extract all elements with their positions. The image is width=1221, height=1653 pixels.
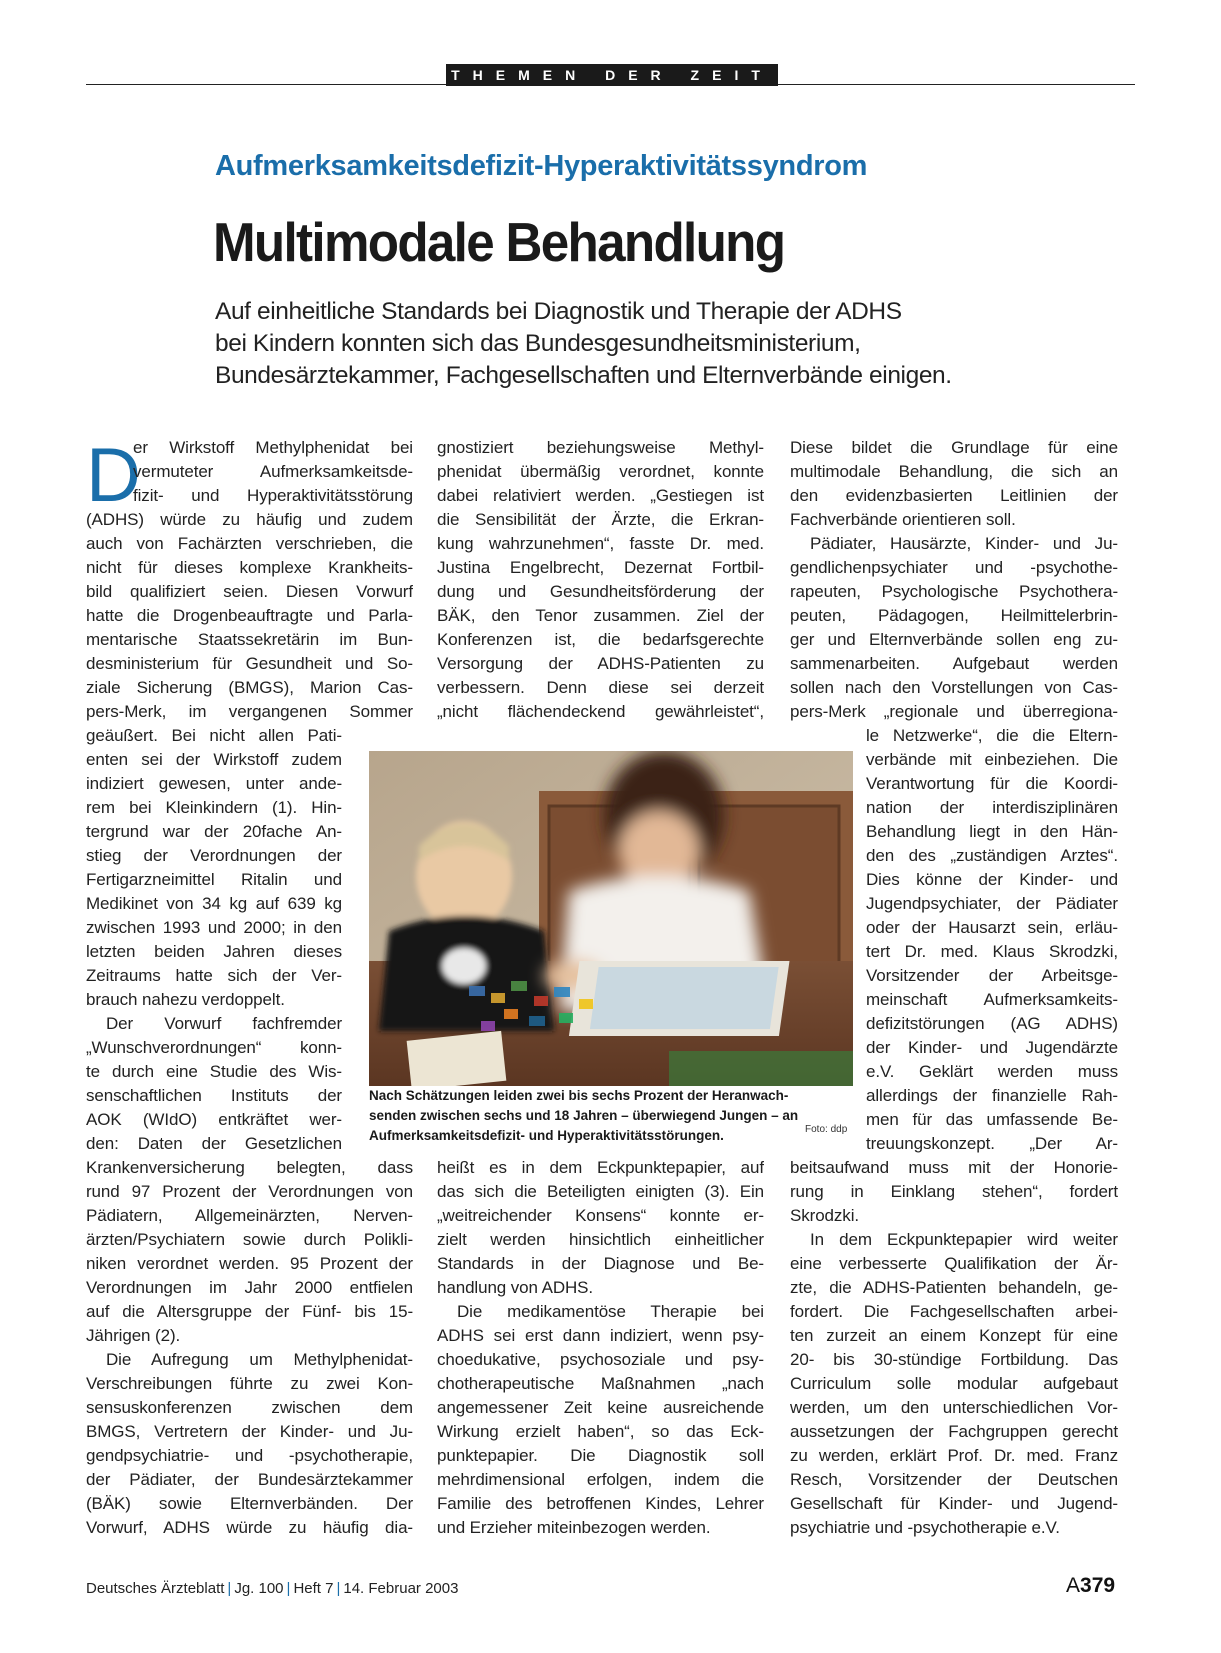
body-text-line: niken verordnet werden. 95 Prozent der: [86, 1254, 413, 1273]
footer-citation: [86, 1580, 458, 1597]
body-text-line: er Wirkstoff Methylphenidat bei: [133, 438, 413, 457]
body-text-line: gendlichenpsychiater und -psychothe-: [790, 558, 1118, 577]
body-text-line: defizitstörungen (AG ADHS): [866, 1014, 1118, 1033]
body-text-line: Verantwortung für die Koordi-: [866, 774, 1118, 793]
body-text-line: handlung von ADHS.: [437, 1278, 594, 1297]
column-2-top: [437, 436, 764, 724]
body-text-line: Konferenzen ist, die bedarfsgerechte: [437, 630, 764, 649]
body-text-line: angemessener Zeit keine ausreichende: [437, 1398, 764, 1417]
body-text-line: Standards in der Diagnose und Be-: [437, 1254, 764, 1273]
body-text-line: sammenarbeiten. Aufgebaut werden: [790, 654, 1118, 673]
lead-line: Bundesärztekammer, Fachgesellschaften und Elternverbände einigen.: [215, 362, 952, 389]
body-text-line: mehrdimensional erfolgen, indem die: [437, 1470, 764, 1489]
body-text-line: Verordnungen im Jahr 2000 entfielen: [86, 1278, 413, 1297]
body-text-line: punktepapier. Die Diagnostik soll: [437, 1446, 764, 1465]
body-text-line: Resch, Vorsitzender der Deutschen: [790, 1470, 1118, 1489]
body-text-line: stieg der Verordnungen der: [86, 846, 342, 865]
body-text-line: In dem Eckpunktepapier wird weiter: [810, 1230, 1118, 1249]
body-text-line: Der Vorwurf fachfremder: [106, 1014, 342, 1033]
body-text-line: ziale Sicherung (BMGS), Marion Cas-: [86, 678, 413, 697]
body-text-line: Familie des betroffenen Kindes, Lehrer: [437, 1494, 764, 1513]
column-3-narrow: [866, 724, 1118, 1156]
photo-caption: [369, 1086, 853, 1146]
body-text-line: multimodale Behandlung, die sich an: [790, 462, 1118, 481]
body-text-line: Fertigarzneimittel Ritalin und: [86, 870, 342, 889]
body-text-line: chotherapeutische Maßnahmen „nach: [437, 1374, 764, 1393]
body-text-line: BMGS, Vertretern der Kinder- und Ju-: [86, 1422, 413, 1441]
body-text-line: den evidenzbasierten Leitlinien der: [790, 486, 1118, 505]
body-text-line: Wirkung erzielt haben“, so das Eck-: [437, 1422, 764, 1441]
body-text-line: rapeuten, Psychologische Psychothera-: [790, 582, 1118, 601]
body-text-line: „nicht flächendeckend gewährleistet“,: [437, 702, 764, 721]
body-text-line: sensuskonferenzen zwischen dem: [86, 1398, 413, 1417]
children-puzzle-photo: [369, 751, 853, 1086]
body-text-line: auf die Altersgruppe der Fünf- bis 15-: [86, 1302, 413, 1321]
body-text-line: die Sensibilität der Ärzte, die Erkran-: [437, 510, 764, 529]
body-text-line: dabei relativiert werden. „Gestiegen ist: [437, 486, 764, 505]
column-3-bottom: [790, 1156, 1118, 1540]
body-text-line: vermuteter Aufmerksamkeitsde-: [133, 462, 413, 481]
column-1-top: [86, 433, 413, 724]
body-text-line: Behandlung liegt in den Hän-: [866, 822, 1118, 841]
body-text-line: rund 97 Prozent der Verordnungen von: [86, 1182, 413, 1201]
body-text-line: choedukative, psychosoziale und psy-: [437, 1350, 764, 1369]
body-text-line: psychiatrie und -psychotherapie e.V.: [790, 1518, 1060, 1537]
body-text-line: BÄK, den Tenor zusammen. Ziel der: [437, 606, 764, 625]
body-text-line: rung in Einklang stehen“, fordert: [790, 1182, 1118, 1201]
body-text-line: zte, die ADHS-Patienten behandeln, ge-: [790, 1278, 1118, 1297]
body-text-line: gendpsychiatrie- und -psychotherapie,: [86, 1446, 413, 1465]
body-text-line: rem bei Kleinkindern (1). Hin-: [86, 798, 342, 817]
body-text-line: (BÄK) sowie Elternverbänden. Der: [86, 1494, 413, 1513]
body-text-line: Jährigen (2).: [86, 1326, 181, 1345]
body-text-line: pers-Merk „regionale und überregiona-: [790, 702, 1118, 721]
body-text-line: meinschaft Aufmerksamkeits-: [866, 990, 1118, 1009]
body-text-line: Medikinet von 34 kg auf 639 kg: [86, 894, 342, 913]
body-text-line: Jugendpsychiater, der Pädiater: [866, 894, 1118, 913]
body-text-line: Dies könne der Kinder- und: [866, 870, 1118, 889]
body-text-line: zielt werden hinsichtlich einheitlicher: [437, 1230, 764, 1249]
body-text-line: Pädiater, Hausärzte, Kinder- und Ju-: [810, 534, 1118, 553]
body-text-line: beitsaufwand muss mit der Honorie-: [790, 1158, 1118, 1177]
body-text-line: brauch nahezu verdoppelt.: [86, 990, 285, 1009]
column-1-bottom: [86, 1156, 413, 1540]
body-text-line: hatte die Drogenbeauftragte und Parla-: [86, 606, 413, 625]
body-text-line: heißt es in dem Eckpunktepapier, auf: [437, 1158, 764, 1177]
body-text-line: Fachverbände orientieren soll.: [790, 510, 1016, 529]
body-text-line: AOK (WIdO) entkräftet wer-: [86, 1110, 342, 1129]
body-text-line: Die Aufregung um Methylphenidat-: [106, 1350, 413, 1369]
column-3-top: [790, 436, 1118, 724]
body-text-line: verbände mit einbeziehen. Die: [866, 750, 1118, 769]
body-text-line: Krankenversicherung belegten, dass: [86, 1158, 413, 1177]
body-text-line: ärzten/Psychiatern sowie durch Polikli-: [86, 1230, 413, 1249]
body-text-line: der Kinder- und Jugendärzte: [866, 1038, 1118, 1057]
body-text-line: verbessern. Denn diese sei derzeit: [437, 678, 764, 697]
body-text-line: le Netzwerke“, die die Eltern-: [866, 726, 1118, 745]
body-text-line: und Erzieher miteinbezogen werden.: [437, 1518, 711, 1537]
body-text-line: gnostiziert beziehungsweise Methyl-: [437, 438, 764, 457]
body-text-line: Justina Engelbrecht, Dezernat Fortbil-: [437, 558, 764, 577]
body-text-line: tert Dr. med. Klaus Skrodzki,: [866, 942, 1118, 961]
body-text-line: (ADHS) würde zu häufig und zudem: [86, 510, 413, 529]
body-text-line: bild qualifiziert seien. Diesen Vorwurf: [86, 582, 413, 601]
body-text-line: treuungskonzept. „Der Ar-: [866, 1134, 1118, 1153]
lead-line: bei Kindern konnten sich das Bundesgesundheitsministerium,: [215, 330, 861, 357]
article-photo: [369, 751, 853, 1086]
body-text-line: nicht für dieses komplexe Krankheits-: [86, 558, 413, 577]
body-text-line: sollen nach den Vorstellungen von Cas-: [790, 678, 1118, 697]
body-text-line: ADHS sei erst dann indiziert, wenn psy-: [437, 1326, 764, 1345]
caption-line: senden zwischen sechs und 18 Jahren – überwiegend Jungen – an: [369, 1108, 799, 1123]
body-text-line: desministerium für Gesundheit und So-: [86, 654, 413, 673]
body-text-line: fordert. Die Fachgesellschaften arbei-: [790, 1302, 1118, 1321]
body-text-line: dung und Gesundheitsförderung der: [437, 582, 764, 601]
body-text-line: zu werden, erklärt Prof. Dr. med. Franz: [790, 1446, 1118, 1465]
body-text-line: nation der interdisziplinären: [866, 798, 1118, 817]
separator: |: [286, 1580, 291, 1597]
body-text-line: Verschreibungen führte zu zwei Kon-: [86, 1374, 413, 1393]
body-text-line: peuten, Pädagogen, Heilmittelerbrin-: [790, 606, 1118, 625]
body-text-line: Zeitraums hatte sich der Ver-: [86, 966, 342, 985]
drop-cap: D: [86, 433, 141, 518]
body-text-line: oder der Hausarzt sein, erläu-: [866, 918, 1118, 937]
body-text-line: letzten beiden Jahren dieses: [86, 942, 342, 961]
body-text-line: ger und Elternverbände sollen eng zu-: [790, 630, 1118, 649]
body-text-line: Diese bildet die Grundlage für eine: [790, 438, 1118, 457]
body-text-line: Versorgung der ADHS-Patienten zu: [437, 654, 764, 673]
journal-issue: Heft 7: [293, 1580, 334, 1597]
body-text-line: allerdings der finanzielle Rah-: [866, 1086, 1118, 1105]
body-text-line: eine verbesserte Qualifikation der Är-: [790, 1254, 1118, 1273]
journal-date: 14. Februar 2003: [343, 1580, 459, 1597]
journal-volume: Jg. 100: [234, 1580, 284, 1597]
body-text-line: e.V. Geklärt werden muss: [866, 1062, 1118, 1081]
journal-name: Deutsches Ärzteblatt: [86, 1580, 225, 1597]
page-number: [1066, 1574, 1115, 1598]
body-text-line: werden, um den unterschiedlichen Vor-: [790, 1398, 1118, 1417]
separator: |: [227, 1580, 232, 1597]
body-text-line: „weitreichender Konsens“ konnte er-: [437, 1206, 764, 1225]
body-text-line: tergrund war der 20fache An-: [86, 822, 342, 841]
body-text-line: der Pädiater, der Bundesärztekammer: [86, 1470, 413, 1489]
body-text-line: te durch eine Studie des Wis-: [86, 1062, 342, 1081]
body-text-line: ten zurzeit an einem Konzept für eine: [790, 1326, 1118, 1345]
body-text-line: Skrodzki.: [790, 1206, 860, 1225]
caption-line: Nach Schätzungen leiden zwei bis sechs Prozent der Heranwach-: [369, 1088, 789, 1103]
body-text-line: men für das umfassende Be-: [866, 1110, 1118, 1129]
body-text-line: auch von Fachärzten verschrieben, die: [86, 534, 413, 553]
body-text-line: enten sei der Wirkstoff zudem: [86, 750, 342, 769]
body-text-line: Pädiatern, Allgemeinärzten, Nerven-: [86, 1206, 413, 1225]
article-lead: [215, 296, 1115, 392]
body-text-line: kung wahrzunehmen“, fasste Dr. med.: [437, 534, 764, 553]
body-text-line: indiziert gewesen, unter ande-: [86, 774, 342, 793]
body-text-line: geäußert. Bei nicht allen Pati-: [86, 726, 342, 745]
body-text-line: den: Daten der Gesetzlichen: [86, 1134, 342, 1153]
page-prefix: A: [1066, 1574, 1081, 1597]
body-text-line: Curriculum solle modular aufgebaut: [790, 1374, 1118, 1393]
section-rubric: THEMEN DER ZEIT: [446, 64, 778, 86]
body-text-line: senschaftlichen Instituts der: [86, 1086, 342, 1105]
article-headline: Multimodale Behandlung: [213, 211, 785, 273]
body-text-line: pers-Merk, im vergangenen Sommer: [86, 702, 413, 721]
body-text-line: Gesellschaft für Kinder- und Jugend-: [790, 1494, 1118, 1513]
body-text-line: mentarische Staatssekretärin im Bun-: [86, 630, 413, 649]
body-text-line: fizit- und Hyperaktivitätsstörung: [133, 486, 413, 505]
body-text-line: Die medikamentöse Therapie bei: [457, 1302, 764, 1321]
photo-credit: Foto: ddp: [805, 1124, 848, 1135]
body-text-line: den des „zuständigen Arztes“.: [866, 846, 1118, 865]
body-text-line: 20- bis 30-stündige Fortbildung. Das: [790, 1350, 1118, 1369]
body-text-line: aussetzungen der Fachgruppen gerecht: [790, 1422, 1118, 1441]
column-2-bottom: [437, 1156, 764, 1540]
column-1-narrow: [86, 724, 342, 1156]
body-text-line: das sich die Beteiligten einigten (3). Ein: [437, 1182, 764, 1201]
body-text-line: zwischen 1993 und 2000; in den: [86, 918, 342, 937]
caption-line: Aufmerksamkeitsdefizit- und Hyperaktivitätsstörungen.: [369, 1128, 724, 1143]
separator: |: [336, 1580, 341, 1597]
article-kicker: Aufmerksamkeitsdefizit-Hyperaktivitätssyndrom: [215, 150, 868, 182]
body-text-line: phenidat übermäßig verordnet, konnte: [437, 462, 764, 481]
body-text-line: Vorwurf, ADHS würde zu häufig dia-: [86, 1518, 413, 1537]
lead-line: Auf einheitliche Standards bei Diagnostik und Therapie der ADHS: [215, 298, 902, 325]
body-text-line: Vorsitzender der Arbeitsge-: [866, 966, 1118, 985]
page-number-value: 379: [1080, 1574, 1116, 1597]
body-text-line: „Wunschverordnungen“ konn-: [86, 1038, 342, 1057]
